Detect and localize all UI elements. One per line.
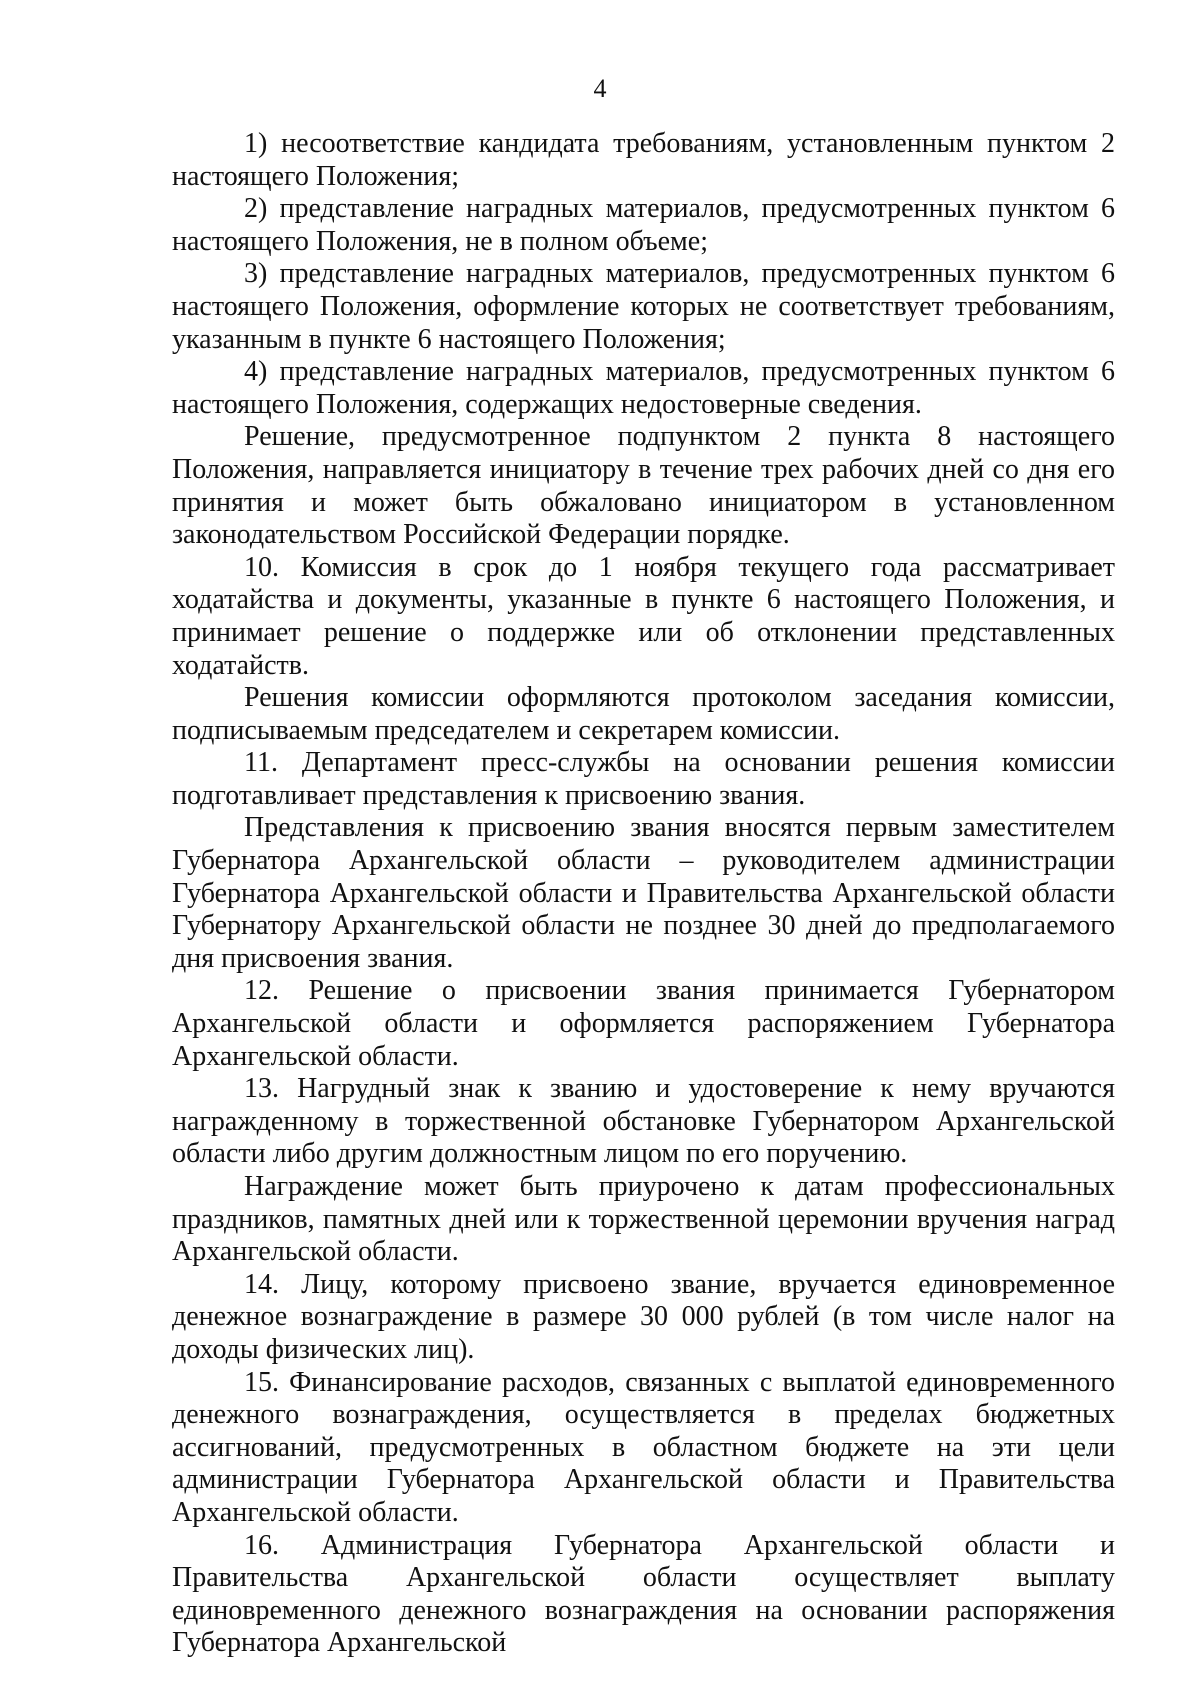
- paragraph-section-10: 10. Комиссия в срок до 1 ноября текущего года рассматривает ходатайства и документы, указанные в пункте 6 настоящего Положения, и принимает решение о поддержке или об отклонении представленных ходатайств.: [172, 551, 1115, 681]
- paragraph-section-11: 11. Департамент пресс-службы на основании решения комиссии подготавливает представления к присвоению звания.: [172, 747, 1115, 811]
- paragraph-section-13: 13. Нагрудный знак к званию и удостоверение к нему вручаются награжденному в торжественной обстановке Губернатором Архангельской области либо другим должностным лицом по его поручению.: [172, 1073, 1115, 1170]
- paragraph-award-timing: Награждение может быть приурочено к датам профессиональных праздников, памятных дней или к торжественной церемонии вручения наград Архангельской области.: [172, 1171, 1115, 1268]
- paragraph-decision-appeal: Решение, предусмотренное подпунктом 2 пункта 8 настоящего Положения, направляется инициатору в течение трех рабочих дней со дня его принятия и может быть обжаловано инициатором в установленном законодательством Российской Федерации порядке.: [172, 421, 1115, 551]
- paragraph-section-16: 16. Администрация Губернатора Архангельской области и Правительства Архангельской области осуществляет выплату единовременного денежного вознаграждения на основании распоряжения Губернатора Архангельской: [172, 1529, 1115, 1659]
- paragraph-item-4: 4) представление наградных материалов, предусмотренных пунктом 6 настоящего Положения, содержащих недостоверные сведения.: [172, 356, 1115, 420]
- paragraph-item-1: 1) несоответствие кандидата требованиям, установленным пунктом 2 настоящего Положения;: [172, 128, 1115, 192]
- document-body: [172, 128, 1115, 1660]
- paragraph-commission-decisions: Решения комиссии оформляются протоколом заседания комиссии, подписываемым председателем и секретарем комиссии.: [172, 682, 1115, 746]
- paragraph-title-submissions: Представления к присвоению звания вносятся первым заместителем Губернатора Архангельской области – руководителем администрации Губернатора Архангельской области и Правительства Архангельской области Губернатору Архангельской области не позднее 30 дней до предполагаемого дня присвоения звания.: [172, 812, 1115, 974]
- paragraph-item-2: 2) представление наградных материалов, предусмотренных пунктом 6 настоящего Положения, не в полном объеме;: [172, 193, 1115, 257]
- paragraph-section-12: 12. Решение о присвоении звания принимается Губернатором Архангельской области и оформляется распоряжением Губернатора Архангельской области.: [172, 975, 1115, 1072]
- paragraph-item-3: 3) представление наградных материалов, предусмотренных пунктом 6 настоящего Положения, оформление которых не соответствует требованиям, указанным в пункте 6 настоящего Положения;: [172, 258, 1115, 355]
- page-number: 4: [593, 74, 607, 103]
- paragraph-section-14: 14. Лицу, которому присвоено звание, вручается единовременное денежное вознаграждение в размере 30 000 рублей (в том числе налог на доходы физических лиц).: [172, 1268, 1115, 1365]
- paragraph-section-15: 15. Финансирование расходов, связанных с выплатой единовременного денежного вознаграждения, осуществляется в пределах бюджетных ассигнований, предусмотренных в областном бюджете на эти цели администрации Губернатора Архангельской области и Правительства Архангельской области.: [172, 1366, 1115, 1528]
